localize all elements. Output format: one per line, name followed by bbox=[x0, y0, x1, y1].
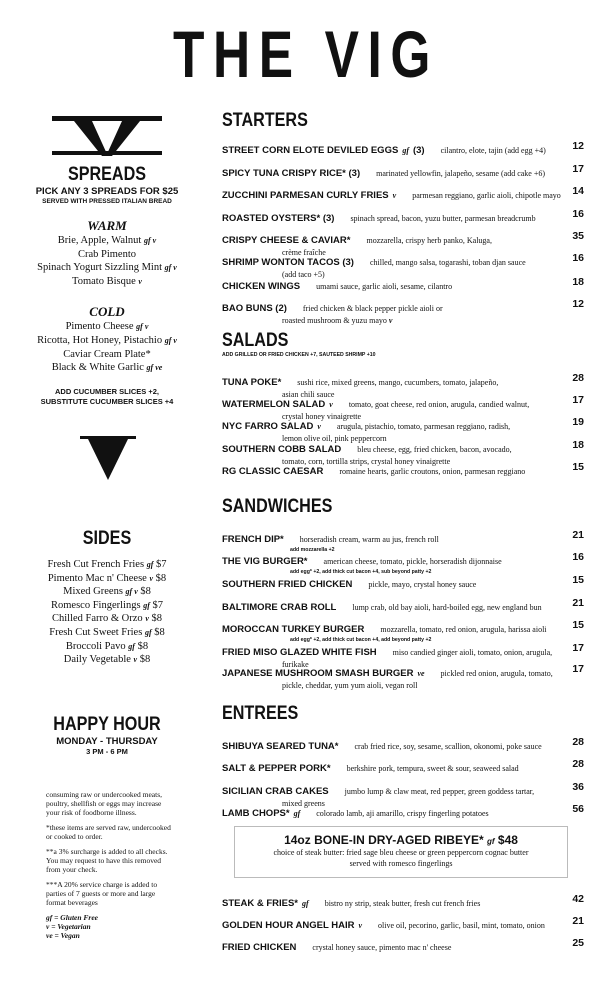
list-item bbox=[18, 612, 196, 626]
item-desc-2: lemon olive oil, pink peppercorn bbox=[282, 434, 387, 443]
item-price: 56 bbox=[572, 803, 584, 815]
item-name: Fresh Cut Sweet Fries bbox=[49, 626, 143, 638]
list-item bbox=[18, 599, 196, 613]
sides-heading: SIDES bbox=[82, 528, 132, 549]
list-item bbox=[18, 320, 196, 334]
diet-tag: gf bbox=[144, 627, 152, 637]
item-price: 12 bbox=[572, 140, 584, 152]
item-price: 15 bbox=[572, 461, 584, 473]
menu-item bbox=[222, 758, 584, 776]
list-item bbox=[18, 275, 196, 289]
item-desc: pickle, mayo, crystal honey sauce bbox=[368, 580, 477, 589]
entrees-heading: ENTREES bbox=[222, 703, 299, 724]
item-name: Romesco Fingerlings bbox=[51, 599, 141, 611]
ribeye-desc-2: served with romesco fingerlings bbox=[349, 859, 453, 868]
item-name: FRENCH DIP* bbox=[222, 534, 284, 545]
item-price: 16 bbox=[572, 252, 584, 264]
item-desc: crab fried rice, soy, sesame, scallion, okonomi, poke sauce bbox=[354, 742, 542, 751]
item-name: Fresh Cut French Fries bbox=[47, 559, 145, 570]
item-desc: mozzarella, tomato, red onion, arugula, harissa aioli bbox=[380, 625, 547, 634]
restaurant-title: THE VIG bbox=[172, 17, 440, 91]
item-price: 17 bbox=[572, 663, 584, 675]
spreads-section bbox=[18, 164, 196, 407]
ribeye-feature bbox=[234, 826, 568, 878]
item-price: 16 bbox=[572, 551, 584, 563]
item-name: Spinach Yogurt Sizzling Mint bbox=[37, 262, 162, 274]
item-price: 21 bbox=[572, 529, 584, 541]
item-name: GOLDEN HOUR ANGEL HAIR bbox=[222, 920, 355, 931]
list-item bbox=[18, 572, 196, 586]
cold-list bbox=[18, 320, 196, 374]
diet-tag: gf v bbox=[164, 263, 177, 273]
menu-item bbox=[222, 619, 584, 644]
item-price: $8 bbox=[155, 572, 167, 584]
salads-heading: SALADS bbox=[222, 330, 289, 351]
item-desc: bleu cheese, egg, fried chicken, bacon, avocado, bbox=[357, 445, 512, 454]
diet-tag: v bbox=[138, 276, 142, 286]
item-name: THE VIG BURGER* bbox=[222, 556, 308, 567]
item-price: 42 bbox=[572, 893, 584, 905]
item-name: CHICKEN WINGS bbox=[222, 281, 301, 292]
menu-item bbox=[222, 298, 584, 325]
item-price: 28 bbox=[572, 736, 584, 748]
item-name: Tomato Bisque bbox=[72, 275, 136, 287]
item-desc-2: crème fraîche bbox=[282, 248, 326, 257]
happy-hour-section bbox=[18, 714, 196, 756]
item-price: $8 bbox=[154, 626, 165, 638]
item-name: Black & White Garlic bbox=[51, 362, 144, 374]
menu-item bbox=[222, 276, 584, 294]
item-desc-2: tomato, corn, tortilla strips, crystal honey vinaigrette bbox=[282, 457, 451, 466]
item-desc: cilantro, elote, tajin (add egg +4) bbox=[440, 146, 546, 155]
item-desc-2: crystal honey vinaigrette bbox=[282, 412, 362, 421]
item-price: 18 bbox=[572, 276, 584, 288]
diet-tag: gf bbox=[302, 899, 309, 908]
item-price: $8 bbox=[140, 586, 151, 598]
item-name: MOROCCAN TURKEY BURGER bbox=[222, 624, 365, 635]
diet-tag: gf v bbox=[136, 322, 149, 332]
item-price: 15 bbox=[572, 574, 584, 586]
list-item bbox=[18, 585, 196, 599]
item-price: 21 bbox=[572, 915, 584, 927]
item-price: 17 bbox=[572, 163, 584, 175]
starters-heading: STARTERS bbox=[222, 110, 308, 131]
item-name: SHRIMP WONTON TACOS (3) bbox=[222, 257, 354, 268]
spreads-served: SERVED WITH PRESSED ITALIAN BREAD bbox=[42, 198, 172, 205]
diet-tag: v bbox=[317, 422, 321, 431]
list-item bbox=[18, 640, 196, 654]
item-price: 36 bbox=[572, 781, 584, 793]
item-desc-2: pickle, cheddar, yum yum aioli, vegan roll bbox=[282, 681, 418, 690]
item-desc-2: (add taco +5) bbox=[282, 270, 325, 279]
item-name: STREET CORN ELOTE DEVILED EGGS bbox=[222, 145, 399, 156]
item-name: WATERMELON SALAD bbox=[222, 399, 326, 410]
menu-item bbox=[222, 937, 584, 955]
item-name: SOUTHERN FRIED CHICKEN bbox=[222, 579, 353, 590]
item-price: 12 bbox=[572, 298, 584, 310]
item-name: SICILIAN CRAB CAKES bbox=[222, 786, 329, 797]
item-price: 18 bbox=[572, 439, 584, 451]
spreads-heading: SPREADS bbox=[67, 164, 147, 185]
list-item bbox=[18, 558, 196, 572]
item-price: 21 bbox=[572, 597, 584, 609]
item-count: (3) bbox=[412, 145, 425, 156]
item-price: $7 bbox=[152, 599, 163, 611]
item-name: RG CLASSIC CAESAR bbox=[222, 466, 324, 477]
menu-item bbox=[222, 208, 584, 226]
item-addons: add egg* +2, add thick cut bacon +4, sub beyond patty +2 bbox=[290, 569, 432, 575]
list-item bbox=[18, 248, 196, 262]
diet-tag: gf bbox=[402, 146, 409, 155]
item-name: Brie, Apple, Walnut bbox=[57, 235, 142, 246]
legend-ve: ve = Vegan bbox=[46, 931, 80, 940]
item-price: 15 bbox=[572, 619, 584, 631]
menu-item bbox=[222, 915, 584, 933]
spreads-offer: PICK ANY 3 SPREADS FOR $25 bbox=[35, 186, 179, 197]
diet-tag: v bbox=[133, 655, 138, 665]
sandwiches-heading: SANDWICHES bbox=[222, 496, 333, 517]
item-addons: add mozzarella +2 bbox=[290, 547, 335, 553]
item-desc: crystal honey sauce, pimento mac n' cheese bbox=[312, 943, 452, 952]
item-name: SPICY TUNA CRISPY RICE* (3) bbox=[222, 168, 361, 179]
item-name: FRIED CHICKEN bbox=[222, 942, 297, 953]
item-price: $8 bbox=[139, 654, 151, 666]
item-desc: umami sauce, garlic aioli, sesame, cilantro bbox=[316, 282, 453, 291]
item-price: 17 bbox=[572, 642, 584, 654]
menu-item bbox=[222, 163, 584, 181]
list-item bbox=[18, 653, 196, 667]
item-name: CRISPY CHEESE & CAVIAR* bbox=[222, 235, 351, 246]
warm-heading: WARM bbox=[87, 218, 127, 233]
diet-tag: gf v bbox=[143, 236, 157, 245]
menu-item bbox=[222, 574, 584, 592]
item-desc: fried chicken & black pepper pickle aioli or bbox=[302, 304, 443, 313]
disclaimer-raw: consuming raw or undercooked meats, poultry, shellfish or eggs may increase your risk of foodborne illness. bbox=[46, 790, 163, 817]
item-name: ZUCCHINI PARMESAN CURLY FRIES bbox=[222, 190, 389, 201]
menu-item bbox=[222, 185, 584, 203]
disclaimer-surcharge: **a 3% surcharge is added to all checks. You may request to have this removed from your check. bbox=[46, 847, 168, 874]
item-desc-2: mixed greens bbox=[282, 799, 325, 808]
item-name: NYC FARRO SALAD bbox=[222, 421, 314, 432]
item-desc: mozzarella, crispy herb panko, Kaluga, bbox=[366, 236, 492, 245]
sides-section bbox=[18, 528, 196, 667]
warm-list bbox=[18, 234, 196, 288]
item-name: TUNA POKE* bbox=[222, 377, 282, 388]
item-name: Broccoli Pavo bbox=[65, 640, 126, 652]
ribeye-price: $48 bbox=[497, 833, 518, 847]
happy-hour-days: MONDAY - THURSDAY bbox=[56, 736, 158, 747]
item-price: 28 bbox=[572, 758, 584, 770]
diet-tag: v bbox=[358, 921, 363, 930]
diet-tag: ve bbox=[417, 669, 425, 678]
menu-item bbox=[222, 461, 584, 479]
disclaimer-service: ***A 20% service charge is added to parties of 7 guests or more and large format beverages bbox=[46, 880, 158, 907]
diet-tag: gf bbox=[146, 560, 154, 569]
menu-item bbox=[222, 736, 584, 754]
cucumber-note-2: SUBSTITUTE CUCUMBER SLICES +4 bbox=[40, 396, 174, 406]
legend-v: v = Vegetarian bbox=[46, 922, 91, 931]
item-desc: olive oil, pecorino, garlic, basil, mint, tomato, onion bbox=[378, 921, 545, 930]
item-desc: sushi rice, mixed greens, mango, cucumbers, tomato, jalapeño, bbox=[297, 378, 499, 387]
ribeye-title: 14oz BONE-IN DRY-AGED RIBEYE* bbox=[284, 833, 484, 847]
disclaimer bbox=[46, 790, 176, 940]
menu-item bbox=[222, 140, 584, 158]
item-desc: parmesan reggiano, garlic aioli, chipotle mayo bbox=[412, 191, 561, 200]
item-name: Mixed Greens bbox=[63, 586, 123, 598]
diet-tag: v bbox=[392, 191, 397, 200]
item-name: Ricotta, Hot Honey, Pistachio bbox=[37, 334, 163, 346]
item-desc: bistro ny strip, steak butter, fresh cut french fries bbox=[324, 899, 481, 908]
vig-logo-icon bbox=[52, 116, 162, 156]
item-desc-2: roasted mushroom & yuzu mayo v bbox=[282, 316, 393, 325]
item-price: 28 bbox=[572, 372, 584, 384]
sides-list bbox=[18, 558, 196, 667]
item-desc: colorado lamb, aji amarillo, crispy fingerling potatoes bbox=[316, 809, 489, 818]
item-desc: miso candied ginger aioli, tomato, onion, arugula, bbox=[392, 648, 553, 657]
cucumber-note-1: ADD CUCUMBER SLICES +2, bbox=[55, 386, 159, 396]
diet-tag: v bbox=[149, 573, 154, 583]
cold-heading: COLD bbox=[89, 304, 125, 320]
diet-tag: gf bbox=[143, 600, 150, 610]
item-name: SALT & PEPPER PORK* bbox=[222, 763, 331, 774]
item-desc: marinated yellowfin, jalapeño, sesame (add cake +6) bbox=[376, 169, 546, 178]
item-desc: tomato, goat cheese, red onion, arugula, candied walnut, bbox=[348, 400, 530, 409]
diet-tag: v bbox=[388, 316, 393, 325]
item-price: 25 bbox=[572, 937, 584, 949]
item-desc: spinach spread, bacon, yuzu butter, parmesan breadcrumb bbox=[350, 214, 536, 223]
item-desc: chilled, mango salsa, togarashi, toban djan sauce bbox=[369, 258, 526, 267]
item-name: Daily Vegetable bbox=[63, 654, 131, 666]
happy-hour-time: 3 PM - 6 PM bbox=[86, 747, 128, 756]
item-name: SHIBUYA SEARED TUNA* bbox=[222, 741, 339, 752]
item-name: Pimento Cheese bbox=[65, 321, 134, 333]
item-name: Chilled Farro & Orzo bbox=[51, 613, 143, 625]
item-price: 17 bbox=[572, 394, 584, 406]
item-name: Pimento Mac n' Cheese bbox=[47, 572, 147, 584]
menu-item bbox=[222, 551, 584, 576]
diet-tag: gf v bbox=[125, 587, 138, 597]
item-desc: jumbo lump & claw meat, red pepper, green goddess tartar, bbox=[344, 787, 535, 796]
legend-gf: gf = Gluten Free bbox=[46, 913, 98, 922]
item-desc: pickled red onion, arugula, tomato, bbox=[440, 669, 553, 678]
item-name: BAO BUNS (2) bbox=[222, 303, 287, 314]
arrow-down-icon bbox=[80, 436, 136, 480]
item-desc: american cheese, tomato, pickle, horseradish dijonnaise bbox=[323, 557, 502, 566]
menu-item bbox=[222, 803, 584, 821]
item-desc: romaine hearts, garlic croutons, onion, parmesan reggiano bbox=[339, 467, 526, 476]
menu-item bbox=[222, 252, 584, 279]
item-name: STEAK & FRIES* bbox=[222, 898, 299, 909]
item-desc-2: furikake bbox=[282, 660, 309, 669]
item-name: SOUTHERN COBB SALAD bbox=[222, 444, 342, 455]
diet-tag: gf ve bbox=[146, 363, 163, 373]
item-desc-2: asian chili sauce bbox=[282, 390, 335, 399]
happy-hour-heading: HAPPY HOUR bbox=[53, 714, 161, 735]
list-item bbox=[18, 626, 196, 640]
item-addons: add egg* +2, add thick cut bacon +4, add beyond patty +2 bbox=[290, 637, 432, 643]
item-name: BALTIMORE CRAB ROLL bbox=[222, 602, 337, 613]
list-item bbox=[18, 361, 196, 375]
item-name: ROASTED OYSTERS* (3) bbox=[222, 213, 335, 224]
item-name: JAPANESE MUSHROOM SMASH BURGER bbox=[222, 668, 414, 679]
item-price: 35 bbox=[572, 230, 584, 242]
diet-tag: gf bbox=[293, 809, 301, 818]
item-desc: lump crab, old bay aioli, hard-boiled egg, new england bun bbox=[352, 603, 542, 612]
ribeye-desc-1: choice of steak butter: fried sage bleu cheese or green peppercorn cognac butter bbox=[273, 848, 529, 857]
menu-item bbox=[222, 663, 584, 690]
item-name: FRIED MISO GLAZED WHITE FISH bbox=[222, 647, 377, 658]
item-name: LAMB CHOPS* bbox=[222, 808, 290, 819]
item-price: 19 bbox=[572, 416, 584, 428]
item-price: $7 bbox=[155, 559, 167, 570]
list-item bbox=[18, 348, 196, 362]
item-name: Crab Pimento bbox=[77, 248, 137, 260]
item-price: 16 bbox=[572, 208, 584, 220]
item-price: $8 bbox=[151, 613, 162, 625]
list-item bbox=[18, 261, 196, 275]
salads-addons: ADD GRILLED OR FRIED CHICKEN +7, SAUTEED SHRIMP +10 bbox=[222, 352, 376, 358]
ribeye-tag: gf bbox=[487, 837, 495, 846]
list-item bbox=[18, 334, 196, 348]
item-desc: arugula, pistachio, tomato, parmesan reggiano, radish, bbox=[336, 422, 511, 431]
menu-item bbox=[222, 893, 584, 911]
item-price: 14 bbox=[572, 185, 584, 197]
list-item bbox=[18, 234, 196, 248]
item-name: Caviar Cream Plate* bbox=[63, 348, 151, 360]
diet-tag: v bbox=[329, 400, 333, 409]
menu-item bbox=[222, 597, 584, 615]
item-desc: horseradish cream, warm au jus, french roll bbox=[299, 535, 439, 544]
item-price: $8 bbox=[137, 640, 149, 652]
diet-tag: gf bbox=[128, 641, 135, 651]
diet-tag: v bbox=[145, 614, 149, 624]
disclaimer-cooked: *these items are served raw, undercooked or cooked to order. bbox=[46, 823, 171, 841]
item-desc: berkshire pork, tempura, sweet & sour, seaweed salad bbox=[346, 764, 519, 773]
diet-tag: gf v bbox=[164, 335, 177, 345]
